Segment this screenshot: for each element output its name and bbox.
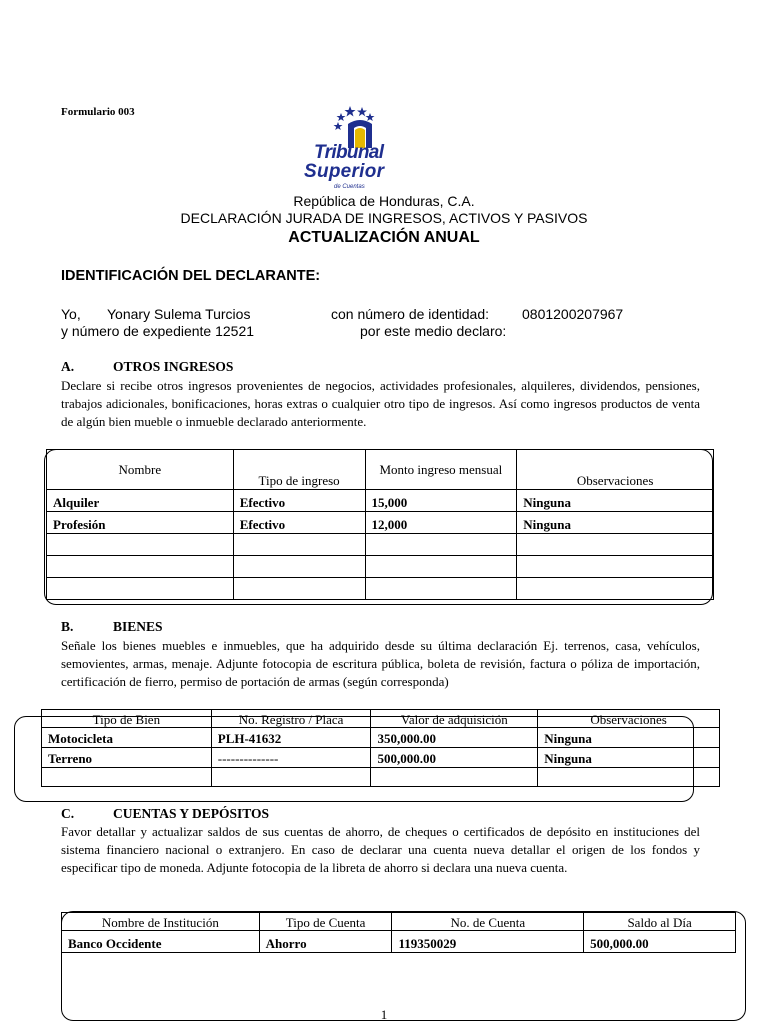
declaration-title: DECLARACIÓN JURADA DE INGRESOS, ACTIVOS Y PASIVOS bbox=[180, 210, 588, 226]
form-number: Formulario 003 bbox=[61, 106, 135, 118]
table-header-row bbox=[62, 913, 736, 931]
cell: Ninguna bbox=[517, 490, 714, 512]
otros-ingresos-table bbox=[46, 449, 714, 600]
table-row bbox=[47, 490, 714, 512]
tribunal-logo bbox=[300, 104, 390, 192]
cell bbox=[233, 556, 365, 578]
cell: 12,000 bbox=[365, 512, 517, 534]
header-registro-placa: No. Registro / Placa bbox=[211, 710, 371, 728]
table-row bbox=[47, 556, 714, 578]
cell: Ninguna bbox=[517, 512, 714, 534]
republic-line: República de Honduras, C.A. bbox=[293, 193, 475, 209]
cell: Ninguna bbox=[538, 748, 720, 768]
section-c-letter: C. bbox=[61, 806, 75, 821]
cuentas-table bbox=[61, 912, 736, 953]
section-b-heading bbox=[61, 619, 361, 637]
cell: PLH-41632 bbox=[211, 728, 371, 748]
bienes-table bbox=[41, 709, 720, 787]
header-tipo-bien: Tipo de Bien bbox=[42, 710, 212, 728]
page-number: 1 bbox=[380, 1007, 388, 1022]
cell bbox=[233, 534, 365, 556]
logo-text-tribunal: Tribunal bbox=[314, 142, 384, 163]
table-row bbox=[42, 748, 720, 768]
section-a-title: OTROS INGRESOS bbox=[113, 359, 234, 374]
cell: Alquiler bbox=[47, 490, 234, 512]
section-a-text: Declare si recibe otros ingresos provenientes de negocios, actividades profesionales, alquileres, dividendos, pensiones, trabajos adicionales, bonificaciones, horas extras o cualquier otro tipo de ingresos. Así como ingresos productos de venta de algún bien mueble o inmueble declarado anteriormente. bbox=[61, 378, 700, 429]
id-number: 0801200207967 bbox=[522, 306, 624, 322]
cell: 15,000 bbox=[365, 490, 517, 512]
table-row bbox=[47, 534, 714, 556]
logo-text-superior: Superior bbox=[304, 161, 384, 182]
table-header-row bbox=[42, 710, 720, 728]
cell: 500,000.00 bbox=[584, 931, 736, 953]
declarant-name: Yonary Sulema Turcios bbox=[107, 306, 251, 322]
header-observaciones-b: Observaciones bbox=[538, 710, 720, 728]
id-label: con número de identidad: bbox=[331, 306, 489, 322]
table-row bbox=[42, 768, 720, 787]
section-b-title: BIENES bbox=[113, 619, 163, 634]
cell: 350,000.00 bbox=[371, 728, 538, 748]
cell bbox=[517, 578, 714, 600]
expediente-line: y número de expediente 12521 bbox=[61, 323, 255, 339]
cell bbox=[42, 768, 212, 787]
cell: Terreno bbox=[42, 748, 212, 768]
cell: 119350029 bbox=[392, 931, 584, 953]
section-a-letter: A. bbox=[61, 359, 75, 374]
cell bbox=[47, 556, 234, 578]
declaro-line: por este medio declaro: bbox=[360, 323, 507, 339]
cell bbox=[365, 534, 517, 556]
table-row bbox=[47, 512, 714, 534]
section-b-letter: B. bbox=[61, 619, 74, 634]
header-tipo-ingreso: Tipo de ingreso bbox=[233, 450, 365, 490]
cell bbox=[538, 768, 720, 787]
cell bbox=[47, 534, 234, 556]
identification-title: IDENTIFICACIÓN DEL DECLARANTE: bbox=[61, 268, 321, 284]
logo-text-de-cuentas: de Cuentas bbox=[334, 184, 365, 190]
section-a-heading bbox=[61, 359, 361, 377]
table-row bbox=[42, 728, 720, 748]
update-title: ACTUALIZACIÓN ANUAL bbox=[288, 229, 480, 246]
header-nombre: Nombre bbox=[47, 450, 234, 490]
cell: Motocicleta bbox=[42, 728, 212, 748]
cell bbox=[211, 768, 371, 787]
header-monto: Monto ingreso mensual bbox=[365, 450, 517, 490]
cell bbox=[47, 578, 234, 600]
cell bbox=[517, 556, 714, 578]
header-saldo: Saldo al Día bbox=[584, 913, 736, 931]
cell: -------------- bbox=[211, 748, 371, 768]
cell: Banco Occidente bbox=[62, 931, 260, 953]
cell: Profesión bbox=[47, 512, 234, 534]
header-valor-adquisicion: Valor de adquisición bbox=[371, 710, 538, 728]
table-header-row bbox=[47, 450, 714, 490]
header-tipo-cuenta: Tipo de Cuenta bbox=[259, 913, 392, 931]
cell bbox=[365, 578, 517, 600]
cell: 500,000.00 bbox=[371, 748, 538, 768]
cell: Ahorro bbox=[259, 931, 392, 953]
header-observaciones: Observaciones bbox=[517, 450, 714, 490]
cell bbox=[517, 534, 714, 556]
header-institucion: Nombre de Institución bbox=[62, 913, 260, 931]
cell bbox=[365, 556, 517, 578]
cell bbox=[371, 768, 538, 787]
table-row bbox=[62, 931, 736, 953]
cell: Ninguna bbox=[538, 728, 720, 748]
section-c-text: Favor detallar y actualizar saldos de sus cuentas de ahorro, de cheques o certificados de depósito en instituciones del sistema financiero nacional o extranjero. En caso de declarar una cuenta nueva detallar el origen de los fondos y especificar tipo de moneda. Adjunte fotocopia de la libreta de ahorro si declara una nueva cuenta. bbox=[61, 824, 700, 875]
table-row bbox=[47, 578, 714, 600]
section-b-text: Señale los bienes muebles e inmuebles, que ha adquirido desde su última declaración Ej. terrenos, casa, vehículos, semovientes, armas, menaje. Adjunte fotocopia de escritura pública, boleta de revisión, factura o póliza de importación, certificación de fierro, permiso de portación de armas (según corresponda) bbox=[61, 638, 700, 689]
header-no-cuenta: No. de Cuenta bbox=[392, 913, 584, 931]
section-c-heading bbox=[61, 806, 361, 824]
section-c-title: CUENTAS Y DEPÓSITOS bbox=[113, 806, 270, 821]
cell: Efectivo bbox=[233, 490, 365, 512]
cell: Efectivo bbox=[233, 512, 365, 534]
cell bbox=[233, 578, 365, 600]
yo-label: Yo, bbox=[61, 306, 81, 322]
